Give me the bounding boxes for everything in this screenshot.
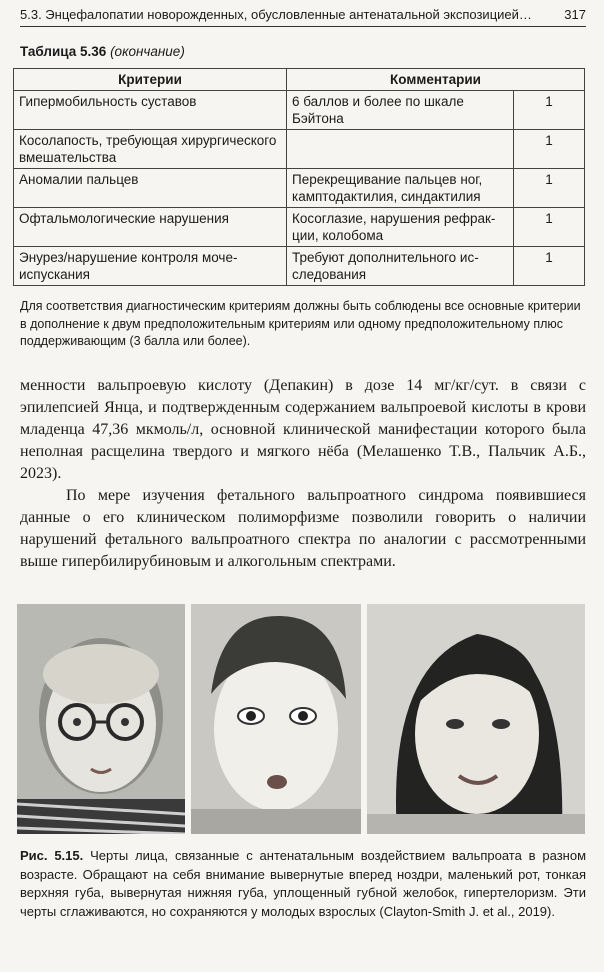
score-cell: 1 [514,91,585,130]
photo-child-with-glasses [17,604,185,834]
comment-cell: Косоглазие, нарушения рефракции, колобома [287,208,514,247]
comment-cell [287,130,514,169]
table-header-row [14,69,585,91]
running-title: 5.3. Энцефалопатии новорожденных, обусловленные антенатальной экспозицией… [20,7,532,22]
score-cell: 1 [514,169,585,208]
page-header [20,4,586,27]
photo-young-woman-image [367,604,585,834]
table-number: Таблица 5.36 [20,44,107,59]
criterion-cell: Гипермобильность суставов [14,91,287,130]
score-cell: 1 [514,208,585,247]
table-footnote: Для соответствия диагностическим критериям должны быть соблюдены все основные критерии в дополнение к двум предположительным критериям или одному предположительному плюс поддерживающим (3 балла или более). [20,299,581,348]
figure-caption [20,847,586,921]
photo-child-with-glasses-image [17,604,185,834]
photo-boy [191,604,361,834]
comment-cell: 6 баллов и более по шкале Бэйтона [287,91,514,130]
paragraph: По мере изучения фетального вальпроатного синдрома появившиеся данные о его клиническом полиморфизме позволили говорить о наличии нарушений фетального вальпроатного спектра по аналогии с рассмотренными выше гипербилирубиновым и алкогольным спектрами. [20,487,586,570]
figure-photos [17,604,585,834]
header-comments: Комментарии [287,69,585,91]
criterion-cell: Косолапость, требующая хирургического вмешательства [14,130,287,169]
photo-young-woman [367,604,585,834]
page-number: 317 [564,7,586,22]
comment-cell: Требуют дополнительного исследования [287,247,514,286]
table-continuation: (окончание) [110,44,185,59]
criteria-table [13,68,585,286]
table-row [14,208,585,247]
criterion-cell: Аномалии пальцев [14,169,287,208]
photo-boy-image [191,604,361,834]
score-cell: 1 [514,130,585,169]
comment-cell: Перекрещивание пальцев ног, камптодактилия, синдактилия [287,169,514,208]
figure-label: Рис. 5.15. [20,848,84,863]
table-row [14,247,585,286]
table-title [20,44,185,59]
header-criteria: Критерии [14,69,287,91]
table-row [14,130,585,169]
body-text [20,375,586,573]
table-row [14,91,585,130]
score-cell: 1 [514,247,585,286]
criterion-cell: Офтальмологические нарушения [14,208,287,247]
criterion-cell: Энурез/нарушение контроля мочеиспускания [14,247,287,286]
paragraph: менности вальпроевую кислоту (Депакин) в дозе 14 мг/кг/сут. в связи с эпилепсией Янца, и подтвержденным содержанием вальпроевой кислоты в крови младенца 47,36 мкмоль/л, основной клинической манифестации которого была неполная расщелина твердого и мягкого нёба (Мелашенко Т.В., Пальчик А.Б., 2023). [20,377,586,482]
figure-caption-text: Черты лица, связанные с антенатальным воздействием вальпроата в разном возрасте. Обращают на себя внимание вывернутые вперед ноздри, маленький рот, тонкая верхняя губа, вывернутая нижняя губа, уплощенный губной желобок, гипертелоризм. Эти черты сглаживаются, но сохраняются у молодых взрослых (Clayton-Smith J. et al., 2019). [20,848,587,919]
table-row [14,169,585,208]
